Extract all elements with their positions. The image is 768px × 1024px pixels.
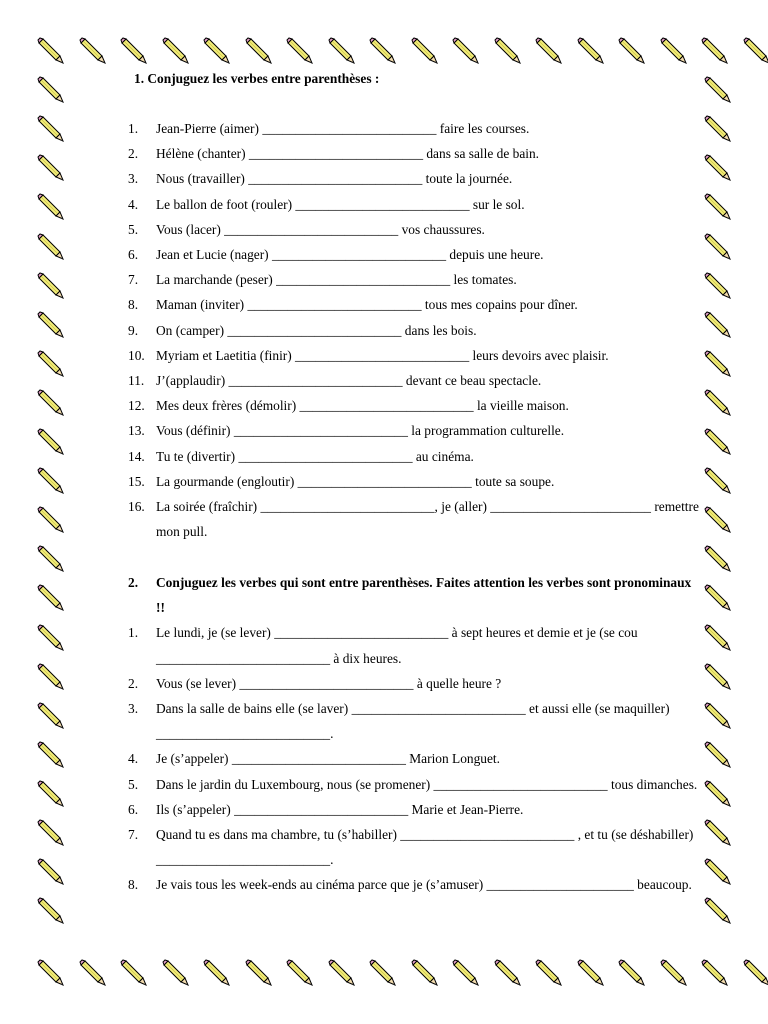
item-number: 2.	[128, 146, 139, 162]
pencil-icon	[451, 36, 481, 66]
pencil-icon	[659, 36, 689, 66]
item-number: 13.	[128, 423, 145, 439]
pencil-icon	[410, 36, 440, 66]
section-2-title-text: Conjuguez les verbes qui sont entre parenthèses. Faites attention les verbes sont pronominaux !!	[156, 575, 692, 616]
exercise-item	[128, 418, 700, 443]
item-sentence: Je vais tous les week-ends au cinéma parce que je (s’amuser) ______________________ beaucoup.	[156, 877, 692, 893]
pencil-icon	[576, 36, 606, 66]
pencil-icon	[703, 779, 733, 809]
item-number: 1.	[128, 121, 139, 136]
pencil-icon	[703, 388, 733, 418]
item-number: 12.	[128, 398, 145, 414]
item-sentence: Quand tu es dans ma chambre, tu (s’habiller) __________________________ , et tu (se déshabiller) __________________________.	[156, 827, 694, 868]
pencil-icon	[36, 857, 66, 887]
item-number: 3.	[128, 701, 139, 717]
pencil-icon	[742, 36, 768, 66]
item-sentence: Dans le jardin du Luxembourg, nous (se promener) __________________________ tous dimanches.	[156, 776, 698, 792]
pencil-icon	[36, 349, 66, 379]
pencil-icon	[36, 505, 66, 535]
item-number: 8.	[128, 877, 139, 893]
pencil-icon	[36, 232, 66, 262]
pencil-icon	[78, 958, 108, 988]
pencil-icon	[36, 75, 66, 105]
item-number: 16.	[128, 499, 145, 515]
item-sentence: Vous (se lever) __________________________ à quelle heure ?	[156, 675, 502, 691]
item-number: 1.	[128, 625, 139, 641]
pencil-icon	[534, 958, 564, 988]
pencil-icon	[36, 544, 66, 574]
pencil-icon	[36, 466, 66, 496]
pencil-icon	[285, 36, 315, 66]
item-number: 4.	[128, 196, 139, 212]
pencil-icon	[703, 701, 733, 731]
item-sentence: Le lundi, je (se lever) __________________________ à sept heures et demie et je (se cou __________________________ à dix heures.	[156, 625, 638, 666]
pencil-icon	[36, 662, 66, 692]
pencil-icon	[78, 36, 108, 66]
item-sentence: Hélène (chanter) __________________________ dans sa salle de bain.	[156, 146, 540, 162]
pencil-icon	[576, 958, 606, 988]
item-number: 5.	[128, 221, 139, 237]
exercise-item	[128, 444, 700, 469]
pencil-icon	[327, 36, 357, 66]
pencil-icon	[703, 466, 733, 496]
pencil-icon	[703, 623, 733, 653]
item-number: 2.	[128, 675, 139, 691]
pencil-icon	[161, 958, 191, 988]
item-number: 7.	[128, 272, 139, 288]
item-sentence: Tu te (divertir) __________________________ au cinéma.	[156, 448, 474, 464]
item-number: 6.	[128, 247, 139, 263]
pencil-icon	[368, 36, 398, 66]
item-sentence: Le ballon de foot (rouler) __________________________ sur le sol.	[156, 196, 525, 212]
pencil-icon	[703, 818, 733, 848]
item-sentence: Jean-Pierre (aimer) __________________________ faire les courses.	[156, 121, 530, 136]
pencil-icon	[493, 958, 523, 988]
item-number: 6.	[128, 801, 139, 817]
pencil-icon	[36, 958, 66, 988]
pencil-icon	[36, 740, 66, 770]
item-sentence: Vous (définir) __________________________ la programmation culturelle.	[156, 423, 565, 439]
exercise-item	[128, 267, 700, 292]
exercise-item	[128, 141, 700, 166]
pencil-icon	[703, 857, 733, 887]
pencil-icon	[36, 896, 66, 926]
pencil-icon	[659, 958, 689, 988]
item-number: 7.	[128, 827, 139, 843]
pencil-icon	[703, 192, 733, 222]
section-2-title	[128, 570, 700, 620]
pencil-icon	[703, 544, 733, 574]
exercise-item	[128, 343, 700, 368]
pencil-icon	[410, 958, 440, 988]
pencil-icon	[36, 388, 66, 418]
pencil-icon	[451, 958, 481, 988]
pencil-icon	[617, 958, 647, 988]
exercise-1-list	[128, 116, 700, 544]
item-sentence: J’(applaudir) __________________________ devant ce beau spectacle.	[156, 373, 542, 389]
pencil-icon	[244, 36, 274, 66]
pencil-icon	[703, 114, 733, 144]
pencil-icon	[703, 740, 733, 770]
exercise-item	[128, 469, 700, 494]
item-sentence: Jean et Lucie (nager) __________________________ depuis une heure.	[156, 247, 544, 263]
pencil-icon	[368, 958, 398, 988]
section-1-title: 1. Conjuguez les verbes entre parenthèses :	[134, 71, 380, 86]
exercise-item	[128, 116, 700, 141]
pencil-icon	[703, 662, 733, 692]
exercise-item	[128, 772, 700, 797]
pencil-icon	[36, 427, 66, 457]
pencil-icon	[700, 36, 730, 66]
item-sentence: Je (s’appeler) __________________________ Marion Longuet.	[156, 751, 501, 767]
pencil-icon	[202, 36, 232, 66]
item-sentence: Vous (lacer) __________________________ vos chaussures.	[156, 221, 485, 237]
pencil-icon	[703, 583, 733, 613]
exercise-item	[128, 368, 700, 393]
item-number: 15.	[128, 473, 145, 489]
pencil-icon	[703, 427, 733, 457]
item-sentence: On (camper) __________________________ dans les bois.	[156, 322, 477, 338]
pencil-icon	[703, 75, 733, 105]
item-number: 14.	[128, 448, 145, 464]
pencil-icon	[161, 36, 191, 66]
pencil-icon	[36, 310, 66, 340]
item-sentence: Dans la salle de bains elle (se laver) __________________________ et aussi elle (se maquiller) __________________________.	[156, 701, 670, 742]
pencil-icon	[36, 623, 66, 653]
pencil-icon	[703, 232, 733, 262]
item-number: 3.	[128, 171, 139, 187]
pencil-icon	[202, 958, 232, 988]
item-number: 8.	[128, 297, 139, 313]
exercise-item	[128, 797, 700, 822]
item-sentence: La gourmande (engloutir) __________________________ toute sa soupe.	[156, 473, 555, 489]
exercise-item	[128, 620, 700, 670]
pencil-icon	[119, 36, 149, 66]
exercise-item	[128, 166, 700, 191]
exercise-item	[128, 671, 700, 696]
exercise-item	[128, 318, 700, 343]
pencil-icon	[703, 310, 733, 340]
pencil-icon	[36, 192, 66, 222]
exercise-item	[128, 217, 700, 242]
item-number: 5.	[128, 776, 139, 792]
exercise-item	[128, 242, 700, 267]
exercise-item	[128, 696, 700, 746]
exercise-item	[128, 746, 700, 771]
pencil-icon	[617, 36, 647, 66]
exercise-item	[128, 494, 700, 544]
exercise-item	[128, 393, 700, 418]
pencil-icon	[36, 114, 66, 144]
item-sentence: La marchande (peser) __________________________ les tomates.	[156, 272, 517, 288]
item-number: 4.	[128, 751, 139, 767]
item-sentence: Mes deux frères (démolir) __________________________ la vieille maison.	[156, 398, 569, 414]
pencil-icon	[36, 779, 66, 809]
pencil-icon	[36, 271, 66, 301]
item-sentence: Ils (s’appeler) __________________________ Marie et Jean-Pierre.	[156, 801, 524, 817]
item-number: 9.	[128, 322, 139, 338]
pencil-icon	[285, 958, 315, 988]
pencil-icon	[36, 153, 66, 183]
pencil-icon	[700, 958, 730, 988]
pencil-icon	[703, 153, 733, 183]
exercise-2-list	[128, 620, 700, 897]
pencil-icon	[742, 958, 768, 988]
section-2-number: 2.	[128, 575, 139, 591]
exercise-item	[128, 292, 700, 317]
exercise-item	[128, 872, 700, 897]
worksheet	[128, 66, 700, 898]
pencil-icon	[327, 958, 357, 988]
pencil-icon	[703, 896, 733, 926]
item-sentence: La soirée (fraîchir) __________________________, je (aller) ________________________ remettre mon pull.	[156, 499, 699, 540]
pencil-icon	[534, 36, 564, 66]
pencil-icon	[703, 349, 733, 379]
exercise-item	[128, 192, 700, 217]
pencil-icon	[703, 271, 733, 301]
pencil-icon	[36, 701, 66, 731]
pencil-icon	[36, 583, 66, 613]
pencil-icon	[36, 36, 66, 66]
item-number: 11.	[128, 373, 145, 389]
item-sentence: Myriam et Laetitia (finir) __________________________ leurs devoirs avec plaisir.	[156, 347, 609, 363]
item-sentence: Maman (inviter) __________________________ tous mes copains pour dîner.	[156, 297, 578, 313]
item-sentence: Nous (travailler) __________________________ toute la journée.	[156, 171, 513, 187]
item-number: 10.	[128, 347, 145, 363]
pencil-icon	[493, 36, 523, 66]
exercise-item	[128, 822, 700, 872]
pencil-icon	[244, 958, 274, 988]
pencil-icon	[119, 958, 149, 988]
pencil-icon	[703, 505, 733, 535]
pencil-icon	[36, 818, 66, 848]
